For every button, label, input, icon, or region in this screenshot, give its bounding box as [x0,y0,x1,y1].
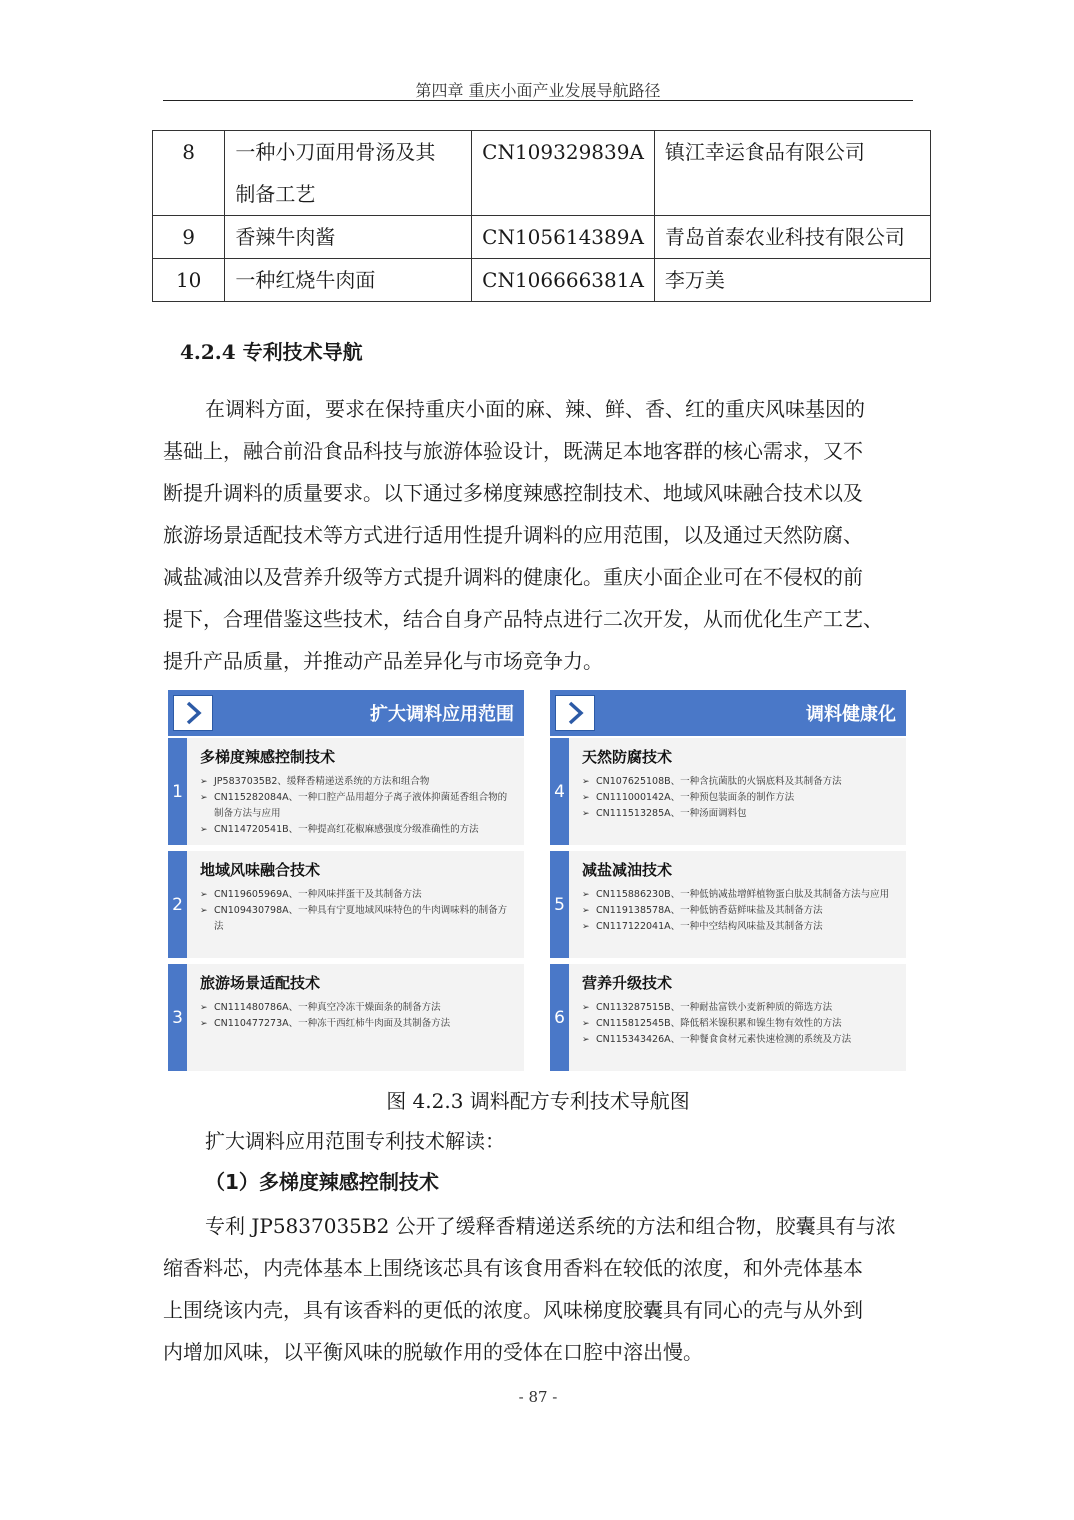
tech-card [550,738,906,845]
row-number: 10 [153,259,225,302]
patent-navigation-figure [168,690,908,1072]
card-title: 旅游场景适配技术 [200,974,321,992]
paragraph-line: 减盐减油以及营养升级等方式提升调料的健康化。重庆小面企业可在不侵权的前 [163,565,863,589]
patent-name: 香辣牛肉酱 [225,216,472,259]
patent-item: ➢ CN111000142A、一种预包装面条的制作方法 [582,790,898,806]
paragraph-line: 旅游场景适配技术等方式进行适用性提升调料的应用范围，以及通过天然防腐、 [163,523,863,547]
patent-item: ➢ CN109430798A、一种具有宁夏地域风味特色的牛肉调味料的制备方法 [200,905,508,932]
arrow-bullet-icon: ➢ [200,777,208,787]
figure-panel-healthy-seasoning [550,690,906,1072]
paragraph-line: 内增加风味，以平衡风味的脱敏作用的受体在口腔中溶出慢。 [163,1340,703,1364]
arrow-bullet-icon: ➢ [200,793,208,803]
tech-card [168,851,524,958]
figure-caption: 图 4.2.3 调料配方专利技术导航图 [386,1089,690,1113]
applicant: 镇江幸运食品有限公司 [654,131,930,216]
paragraph-line: 提下，合理借鉴这些技术，结合自身产品特点进行二次开发，从而优化生产工艺、 [163,607,883,631]
patent-table [152,130,931,302]
panel-header [168,690,524,736]
card-title: 天然防腐技术 [582,748,673,766]
arrow-bullet-icon: ➢ [582,890,590,900]
arrow-bullet-icon: ➢ [200,1019,208,1029]
paragraph-line: 缩香料芯，内壳体基本上围绕该芯具有该食用香料在较低的浓度，和外壳体基本 [163,1256,863,1280]
arrow-bullet-icon: ➢ [582,777,590,787]
paragraph-line: 上围绕该内壳，具有该香料的更低的浓度。风味梯度胶囊具有同心的壳与从外到 [163,1298,863,1322]
applicant: 李万美 [654,259,930,302]
paragraph-line: 断提升调料的质量要求。以下通过多梯度辣感控制技术、地域风味融合技术以及 [163,481,863,505]
patent-name-line: 制备工艺 [235,182,316,206]
subheading: （1）多梯度辣感控制技术 [205,1170,439,1194]
arrow-bullet-icon: ➢ [582,793,590,803]
arrow-bullet-icon: ➢ [582,1019,590,1029]
paragraph-line: 基础上，融合前沿食品科技与旅游体验设计，既满足本地客群的核心需求，又不 [163,439,863,463]
publication-number: CN106666381A [472,259,655,302]
patent-name [225,131,472,216]
tech-card [550,964,906,1071]
card-number: 5 [550,851,569,958]
patent-item: ➢ CN117122041A、一种中空结构风味盐及其制备方法 [582,919,898,935]
panel-header [550,690,906,736]
card-title: 减盐减油技术 [582,861,673,879]
chevron-right-icon [555,695,595,731]
patent-name: 一种红烧牛肉面 [225,259,472,302]
paragraph-line: 在调料方面，要求在保持重庆小面的麻、辣、鲜、香、红的重庆风味基因的 [205,397,865,421]
table-row [153,216,931,259]
interpretation-intro: 扩大调料应用范围专利技术解读： [205,1129,505,1153]
panel-title: 扩大调料应用范围 [370,704,514,725]
patent-item: ➢ CN107625108B、一种含抗菌肽的火锅底料及其制备方法 [582,774,898,790]
card-number: 2 [168,851,187,958]
card-number: 6 [550,964,569,1071]
row-number: 8 [153,131,225,216]
arrow-bullet-icon: ➢ [200,1003,208,1013]
arrow-bullet-icon: ➢ [582,922,590,932]
body-paragraph [163,1205,913,1373]
figure-panel-application-scope [168,690,524,1072]
applicant: 青岛首泰农业科技有限公司 [654,216,930,259]
running-header: 第四章 重庆小面产业发展导航路径 [415,81,661,100]
patent-item: ➢ CN110477273A、一种冻干西红柿牛肉面及其制备方法 [200,1016,516,1032]
patent-item: ➢ CN113287515B、一种耐盐富铁小麦新种质的筛选方法 [582,1000,898,1016]
tech-card [168,964,524,1071]
patent-item: ➢ CN114720541B、一种提高红花椒麻感强度分级准确性的方法 [200,822,516,838]
page-number: - 87 - [518,1388,558,1406]
row-number: 9 [153,216,225,259]
chevron-right-icon [173,695,213,731]
tech-card [168,738,524,845]
card-title: 营养升级技术 [582,974,673,992]
patent-item: ➢ CN119605969A、一种风味拌蛋干及其制备方法 [200,887,516,903]
section-heading: 4.2.4 专利技术导航 [180,340,363,364]
card-number: 1 [168,738,187,845]
patent-item: ➢ JP5837035B2、缓释香精递送系统的方法和组合物 [200,774,516,790]
tech-card [550,851,906,958]
patent-item: ➢ CN115282084A、一种口腔产品用超分子离子液体抑菌延香组合物的制备方法与应用 [200,792,508,819]
arrow-bullet-icon: ➢ [582,809,590,819]
arrow-bullet-icon: ➢ [582,1035,590,1045]
card-number: 3 [168,964,187,1071]
publication-number: CN105614389A [472,216,655,259]
patent-item: ➢ CN111480786A、一种真空冷冻干燥面条的制备方法 [200,1000,516,1016]
card-number: 4 [550,738,569,845]
publication-number: CN109329839A [472,131,655,216]
paragraph-line: 专利 JP5837035B2 公开了缓释香精递送系统的方法和组合物，胶囊具有与浓 [205,1214,896,1238]
card-title: 地域风味融合技术 [200,861,321,879]
arrow-bullet-icon: ➢ [582,1003,590,1013]
patent-item: ➢ CN115343426A、一种餐食食材元素快速检测的系统及方法 [582,1032,898,1048]
paragraph-line: 提升产品质量，并推动产品差异化与市场竞争力。 [163,649,603,673]
header-rule [163,100,913,101]
table-row [153,259,931,302]
table-row [153,131,931,216]
arrow-bullet-icon: ➢ [582,906,590,916]
patent-item: ➢ CN111513285A、一种汤面调料包 [582,806,898,822]
patent-item: ➢ CN115812545B、降低稻米镍积累和镍生物有效性的方法 [582,1016,898,1032]
patent-item: ➢ CN115886230B、一种低钠减盐增鲜植物蛋白肽及其制备方法与应用 [582,887,898,903]
body-paragraph [163,388,913,682]
arrow-bullet-icon: ➢ [200,825,208,835]
patent-item: ➢ CN119138578A、一种低钠香菇鲜味盐及其制备方法 [582,903,898,919]
patent-name-line: 一种小刀面用骨汤及其 [235,140,436,164]
arrow-bullet-icon: ➢ [200,890,208,900]
card-title: 多梯度辣感控制技术 [200,748,336,766]
panel-title: 调料健康化 [806,704,896,725]
arrow-bullet-icon: ➢ [200,906,208,916]
